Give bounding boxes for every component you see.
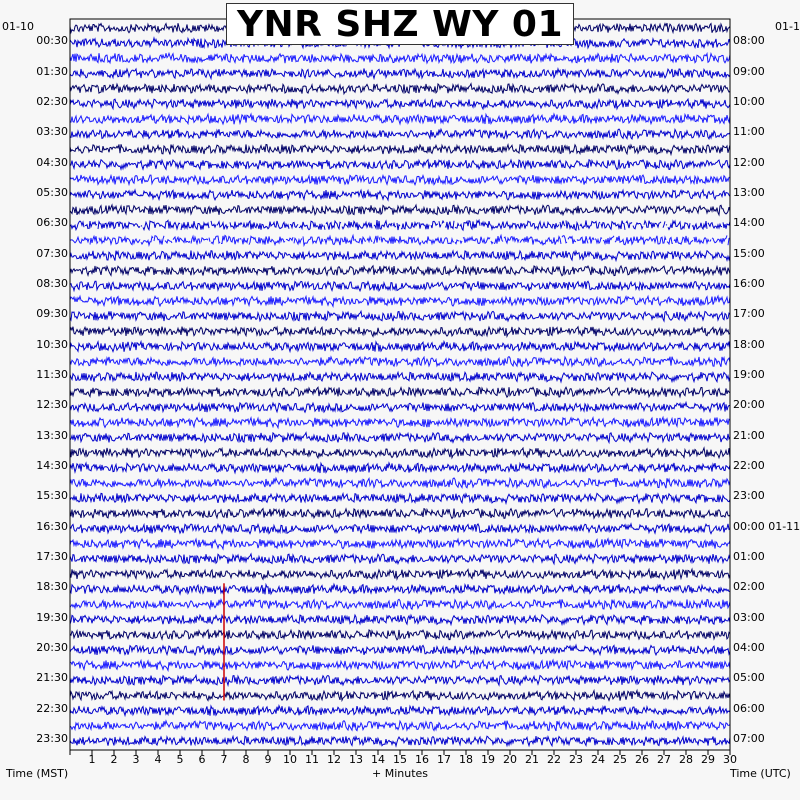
- left-time-label: 10:30: [36, 337, 68, 351]
- trace-row-8: [70, 144, 730, 154]
- x-tick-label-27: 27: [657, 753, 671, 766]
- right-time-label: 20:00: [733, 398, 765, 412]
- trace-row-38: [70, 599, 730, 609]
- trace-row-13: [70, 220, 730, 230]
- trace-row-41: [70, 645, 730, 655]
- right-time-label: 09:00: [733, 64, 765, 78]
- left-time-label: 06:30: [36, 216, 68, 230]
- trace-row-44: [70, 691, 730, 701]
- trace-row-27: [70, 433, 730, 443]
- x-tick-label-14: 14: [371, 753, 385, 766]
- trace-row-40: [70, 630, 730, 640]
- x-tick-label-13: 13: [349, 753, 363, 766]
- left-time-label: 20:30: [36, 640, 68, 654]
- trace-row-17: [70, 281, 730, 291]
- x-tick-label-19: 19: [481, 753, 495, 766]
- trace-row-21: [70, 342, 730, 352]
- trace-row-7: [70, 129, 730, 139]
- x-tick-label-30: 30: [723, 753, 737, 766]
- x-tick-label-15: 15: [393, 753, 407, 766]
- x-tick-label-11: 11: [305, 753, 319, 766]
- right-time-label: 22:00: [733, 458, 765, 472]
- trace-row-9: [70, 160, 730, 170]
- x-tick-label-22: 22: [547, 753, 561, 766]
- right-time-label: 16:00: [733, 276, 765, 290]
- trace-row-18: [70, 296, 730, 306]
- left-time-label: 03:30: [36, 125, 68, 139]
- right-time-label: 01:00: [733, 549, 765, 563]
- trace-row-10: [70, 175, 730, 185]
- x-tick-label-6: 6: [198, 753, 206, 766]
- x-tick-label-9: 9: [264, 753, 272, 766]
- trace-row-2: [70, 53, 730, 63]
- x-label-mst: Time (MST): [6, 767, 69, 780]
- trace-row-37: [70, 584, 730, 594]
- trace-row-26: [70, 417, 730, 427]
- trace-row-14: [70, 235, 730, 245]
- trace-row-11: [70, 190, 730, 200]
- left-time-label: 01:30: [36, 64, 68, 78]
- x-label-utc: Time (UTC): [730, 767, 791, 780]
- right-time-label: 15:00: [733, 246, 765, 260]
- trace-row-29: [70, 463, 730, 473]
- trace-row-30: [70, 478, 730, 488]
- plot-frame: [70, 19, 730, 750]
- left-time-label: 13:30: [36, 428, 68, 442]
- left-time-label: 18:30: [36, 580, 68, 594]
- x-tick-label-7: 7: [220, 753, 228, 766]
- x-tick-label-29: 29: [701, 753, 715, 766]
- left-time-label: 23:30: [36, 731, 68, 745]
- x-tick-label-24: 24: [591, 753, 605, 766]
- left-time-label: 14:30: [36, 458, 68, 472]
- trace-row-33: [70, 524, 730, 534]
- trace-row-15: [70, 251, 730, 261]
- x-tick-label-17: 17: [437, 753, 451, 766]
- right-time-label: 05:00: [733, 671, 765, 685]
- trace-row-6: [70, 114, 730, 124]
- left-time-label: 07:30: [36, 246, 68, 260]
- trace-row-43: [70, 675, 730, 685]
- x-tick-label-4: 4: [154, 753, 162, 766]
- x-tick-label-1: 1: [88, 753, 96, 766]
- right-time-label: 14:00: [733, 216, 765, 230]
- trace-row-31: [70, 493, 730, 503]
- right-time-label: 19:00: [733, 367, 765, 381]
- right-time-label: 21:00: [733, 428, 765, 442]
- left-time-label: 22:30: [36, 701, 68, 715]
- left-time-label: 08:30: [36, 276, 68, 290]
- trace-row-19: [70, 311, 730, 321]
- right-time-label: 23:00: [733, 489, 765, 503]
- left-time-label: 19:30: [36, 610, 68, 624]
- x-tick-label-16: 16: [415, 753, 429, 766]
- right-time-label: 08:00: [733, 34, 765, 48]
- trace-row-3: [70, 69, 730, 79]
- x-tick-label-2: 2: [110, 753, 118, 766]
- left-time-label: 16:30: [36, 519, 68, 533]
- left-time-label: 15:30: [36, 489, 68, 503]
- right-time-label: 07:00: [733, 731, 765, 745]
- left-date-label: 01-10: [2, 20, 34, 33]
- right-time-label: 03:00: [733, 610, 765, 624]
- right-time-label: 13:00: [733, 185, 765, 199]
- right-time-label: 00:00 01-11: [733, 519, 800, 533]
- trace-row-20: [70, 327, 730, 337]
- left-time-label: 02:30: [36, 94, 68, 108]
- trace-row-23: [70, 372, 730, 382]
- x-tick-label-21: 21: [525, 753, 539, 766]
- trace-row-22: [70, 357, 730, 367]
- trace-row-35: [70, 554, 730, 564]
- x-tick-label-5: 5: [176, 753, 184, 766]
- x-tick-label-8: 8: [242, 753, 250, 766]
- trace-row-42: [70, 660, 730, 670]
- trace-group: [70, 23, 730, 746]
- left-time-label: 11:30: [36, 367, 68, 381]
- trace-row-28: [70, 448, 730, 458]
- x-tick-label-10: 10: [283, 753, 297, 766]
- trace-row-47: [70, 736, 730, 746]
- x-tick-label-23: 23: [569, 753, 583, 766]
- left-time-label: 21:30: [36, 671, 68, 685]
- x-tick-label-26: 26: [635, 753, 649, 766]
- x-tick-label-20: 20: [503, 753, 517, 766]
- right-time-label: 12:00: [733, 155, 765, 169]
- trace-row-36: [70, 569, 730, 579]
- right-date-label: 01-1: [775, 20, 800, 33]
- trace-row-34: [70, 539, 730, 549]
- trace-row-4: [70, 84, 730, 94]
- left-time-label: 12:30: [36, 398, 68, 412]
- trace-row-25: [70, 403, 730, 413]
- x-tick-label-12: 12: [327, 753, 341, 766]
- trace-row-24: [70, 387, 730, 397]
- left-time-label: 17:30: [36, 549, 68, 563]
- left-time-label: 05:30: [36, 185, 68, 199]
- x-tick-label-3: 3: [132, 753, 140, 766]
- x-tick-label-18: 18: [459, 753, 473, 766]
- trace-row-39: [70, 615, 730, 625]
- x-tick-label-28: 28: [679, 753, 693, 766]
- trace-row-5: [70, 99, 730, 109]
- right-time-label: 17:00: [733, 307, 765, 321]
- trace-row-16: [70, 266, 730, 276]
- x-tick-label-25: 25: [613, 753, 627, 766]
- right-time-label: 10:00: [733, 94, 765, 108]
- trace-row-46: [70, 721, 730, 731]
- trace-row-12: [70, 205, 730, 215]
- left-time-label: 04:30: [36, 155, 68, 169]
- right-time-label: 02:00: [733, 580, 765, 594]
- chart-title: YNR SHZ WY 01: [226, 3, 574, 45]
- x-label-minutes: + Minutes: [372, 767, 429, 780]
- right-time-label: 11:00: [733, 125, 765, 139]
- trace-row-32: [70, 509, 730, 519]
- left-time-label: 09:30: [36, 307, 68, 321]
- right-time-label: 18:00: [733, 337, 765, 351]
- right-time-label: 04:00: [733, 640, 765, 654]
- trace-row-45: [70, 706, 730, 716]
- left-time-label: 00:30: [36, 34, 68, 48]
- right-time-label: 06:00: [733, 701, 765, 715]
